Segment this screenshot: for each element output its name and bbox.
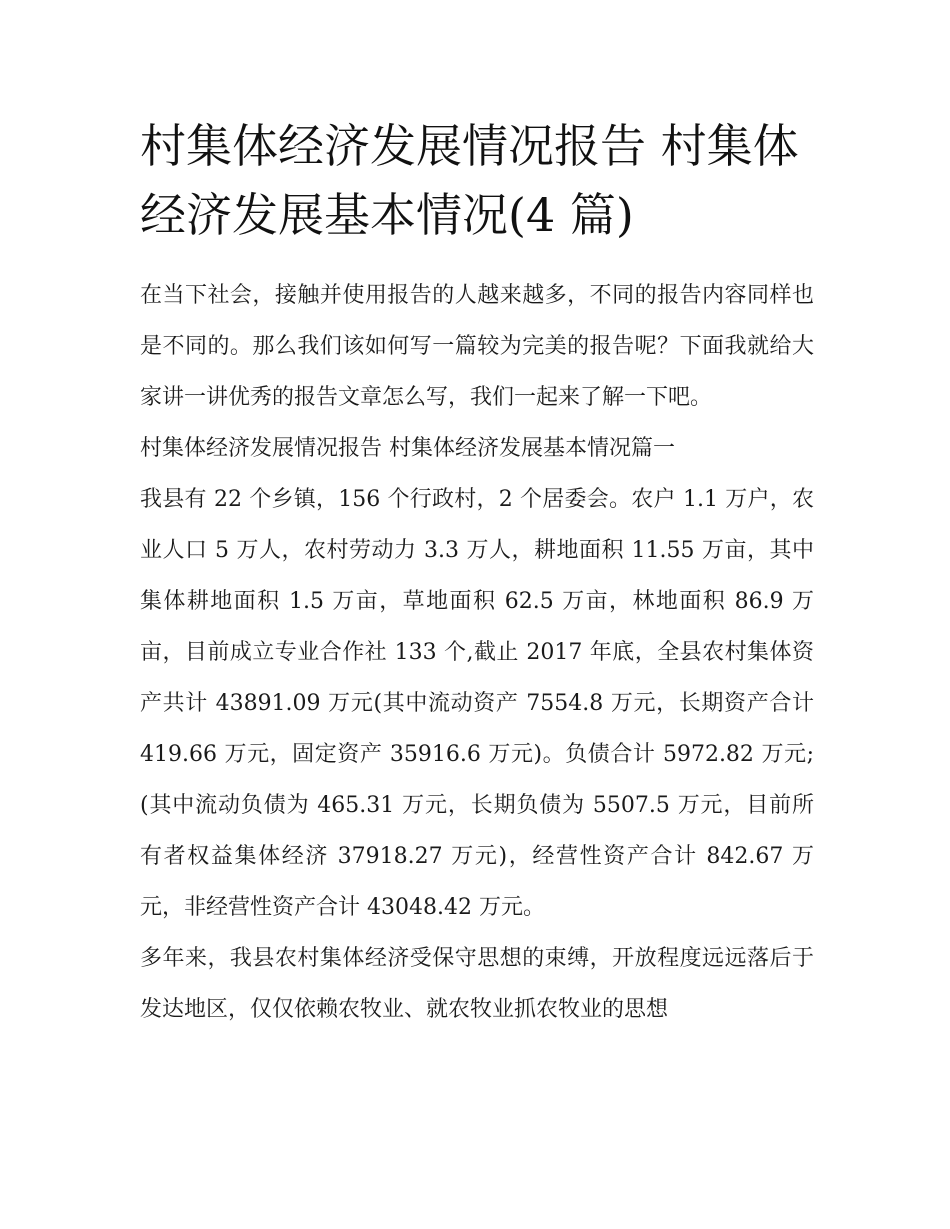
section-heading: 村集体经济发展情况报告 村集体经济发展基本情况篇一 bbox=[140, 436, 675, 461]
document-page bbox=[140, 112, 814, 1035]
document-title: 村集体经济发展情况报告 村集体经济发展基本情况(4 篇) bbox=[140, 119, 799, 242]
body-paragraph-2: 多年来，我县农村集体经济受保守思想的束缚，开放程度远远落后于发达地区，仅仅依赖农牧业、就农牧业抓农牧业的思想 bbox=[140, 946, 814, 1022]
body-paragraph-1: 我县有 22 个乡镇，156 个行政村，2 个居委会。农户 1.1 万户，农业人口 5 万人，农村劳动力 3.3 万人，耕地面积 11.55 万亩，其中集体耕地面积 1.5 万亩，草地面积 62.5 万亩，林地面积 86.9 万亩，目前成立专业合作社 133 个,截止 2017 年底，全县农村集体资产共计 43891.09 万元(其中流动资产 7554.8 万元，长期资产合计 419.66 万元，固定资产 35916.6 万元)。负债合计 5972.82 万元;(其中流动负债为 465.31 万元，长期负债为 5507.5 万元，目前所有者权益集体经济 37918.27 万元)，经营性资产合计 842.67 万元，非经营性资产合计 43048.42 万元。 bbox=[140, 487, 814, 920]
intro-paragraph: 在当下社会，接触并使用报告的人越来越多，不同的报告内容同样也是不同的。那么我们该如何写一篇较为完美的报告呢？下面我就给大家讲一讲优秀的报告文章怎么写，我们一起来了解一下吧。 bbox=[140, 283, 814, 410]
